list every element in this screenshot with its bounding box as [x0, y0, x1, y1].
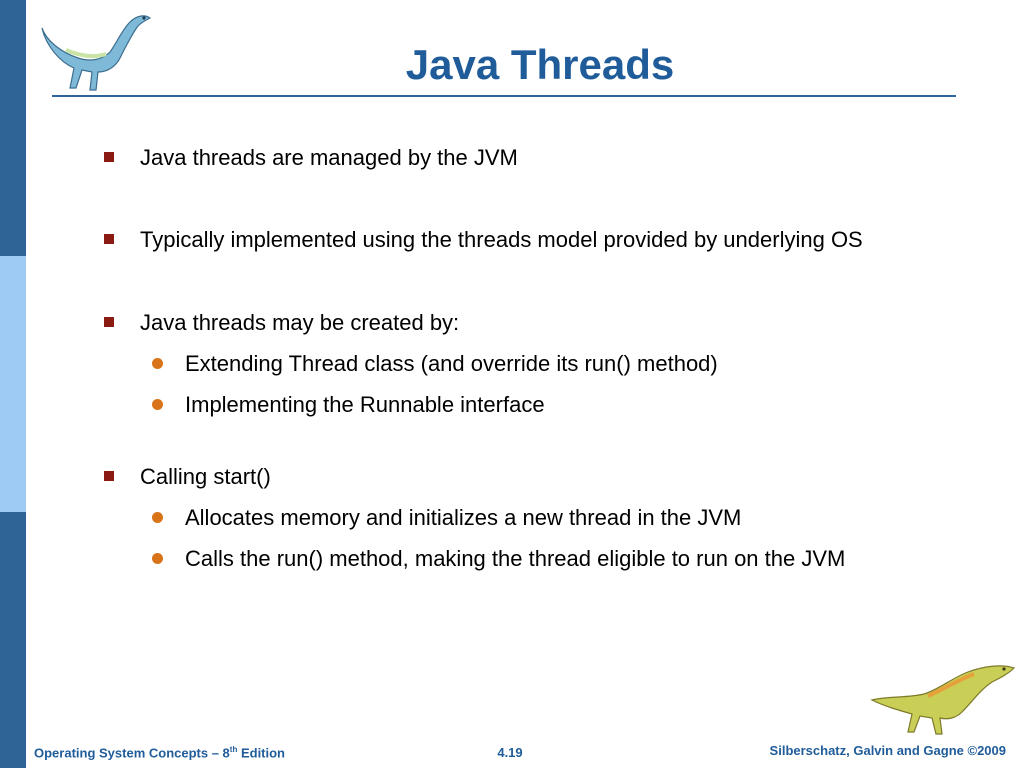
side-bar-bottom-segment	[0, 512, 26, 768]
bullet-text: Calling start()	[140, 464, 271, 489]
round-bullet-icon	[152, 358, 163, 369]
sub-bullet-item	[102, 543, 885, 574]
dinosaur-icon	[36, 6, 156, 94]
sub-bullet-item	[102, 502, 882, 533]
square-bullet-icon	[104, 471, 114, 481]
footer-book-title-prefix: Operating System Concepts – 8	[34, 745, 230, 761]
bullet-item	[102, 142, 882, 173]
bullet-text: Typically implemented using the threads model provided by underlying OS	[140, 227, 863, 252]
footer-page-number: 4.19	[497, 745, 523, 760]
sub-bullet-text: Implementing the Runnable interface	[185, 392, 545, 417]
side-bar-middle-segment	[0, 256, 26, 512]
square-bullet-icon	[104, 152, 114, 162]
sub-bullet-text: Calls the run() method, making the thread eligible to run on the JVM	[185, 546, 846, 571]
round-bullet-icon	[152, 399, 163, 410]
bullet-item	[102, 307, 882, 338]
side-bar-top-segment	[0, 0, 26, 256]
bullet-text: Java threads may be created by:	[140, 310, 460, 335]
slide-title: Java Threads	[405, 41, 675, 88]
sub-bullet-text: Allocates memory and initializes a new thread in the JVM	[185, 505, 742, 530]
square-bullet-icon	[104, 317, 114, 327]
side-decor-bar	[0, 0, 26, 768]
bullet-text: Java threads are managed by the JVM	[140, 145, 518, 170]
square-bullet-icon	[104, 234, 114, 244]
footer-book-title	[34, 745, 285, 760]
footer-book-title-sup: th	[229, 745, 238, 754]
sub-bullet-item	[102, 389, 882, 420]
bullet-item	[102, 224, 882, 255]
slide-content	[102, 142, 882, 574]
footer-book-title-suffix: Edition	[237, 745, 286, 761]
footer-copyright: Silberschatz, Galvin and Gagne ©2009	[769, 743, 1006, 758]
dinosaur-icon	[868, 660, 1018, 738]
title-underline	[52, 95, 956, 97]
sub-bullet-item	[102, 348, 882, 379]
sub-bullet-text: Extending Thread class (and override its run() method)	[185, 351, 718, 376]
round-bullet-icon	[152, 553, 163, 564]
round-bullet-icon	[152, 512, 163, 523]
bullet-item	[102, 461, 882, 492]
